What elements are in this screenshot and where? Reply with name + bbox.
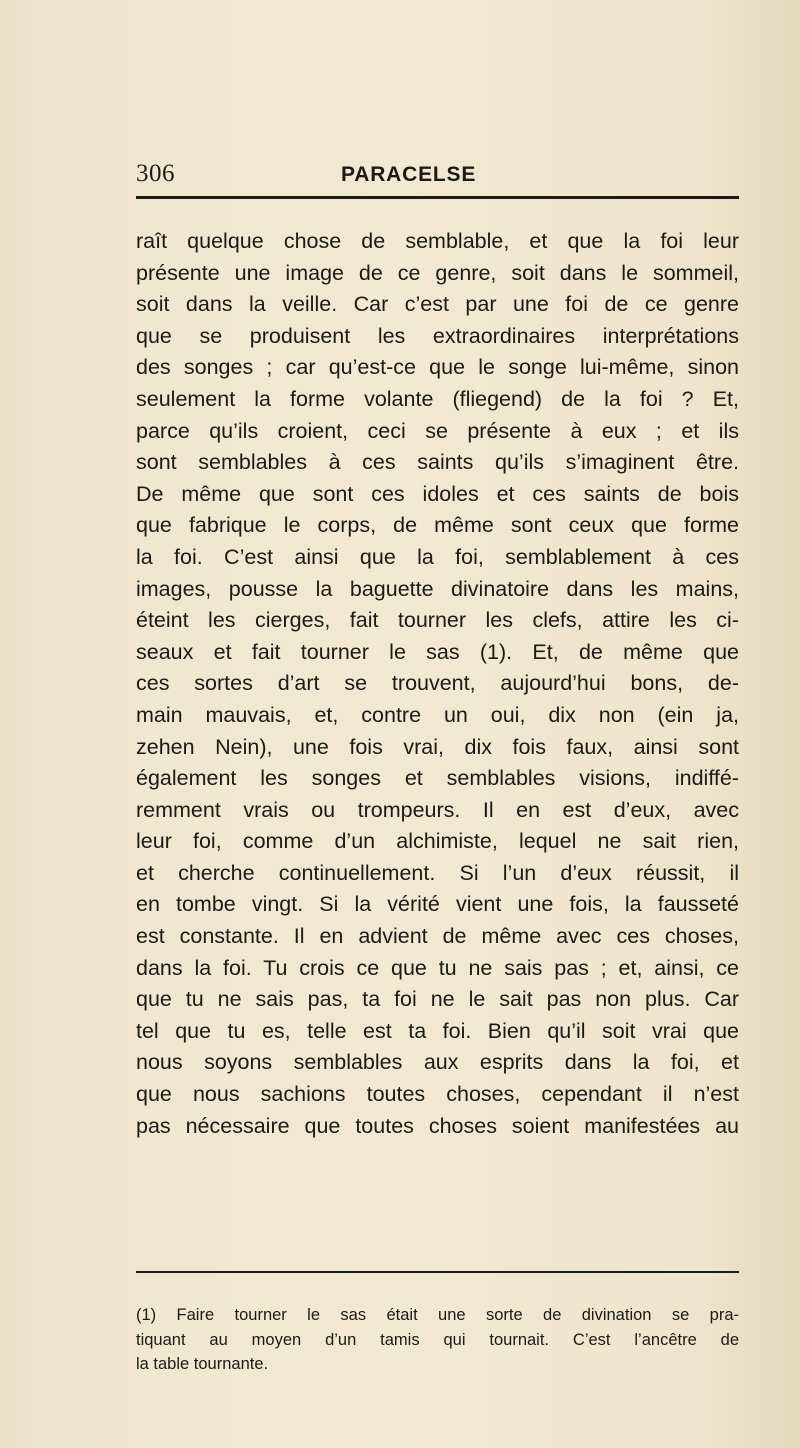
body-line: que se produisent les extraordinaires interprétations	[136, 323, 739, 348]
body-line: en tombe vingt. Si la vérité vient une fois, la fausseté	[136, 892, 739, 917]
body-line: également les songes et semblables visions, indiffé-	[136, 766, 739, 791]
body-line: des songes ; car qu’est-ce que le songe lui-même, sinon	[136, 355, 739, 380]
body-line: pas nécessaire que toutes choses soient manifestées au	[136, 1113, 739, 1138]
body-line: seaux et fait tourner le sas (1). Et, de même que	[136, 639, 739, 664]
body-line: parce qu’ils croient, ceci se présente à eux ; et ils	[136, 418, 739, 443]
body-line: dans la foi. Tu crois ce que tu ne sais pas ; et, ainsi, ce	[136, 955, 739, 980]
body-text	[136, 226, 739, 1142]
body-line: est constante. Il en advient de même avec ces choses,	[136, 924, 739, 949]
footnote	[136, 1303, 739, 1377]
body-line: que fabrique le corps, de même sont ceux que forme	[136, 513, 739, 538]
body-line: nous soyons semblables aux esprits dans la foi, et	[136, 1050, 739, 1075]
body-line: De même que sont ces idoles et ces saints de bois	[136, 481, 739, 506]
body-line: sont semblables à ces saints qu’ils s’imaginent être.	[136, 450, 739, 475]
page-header	[136, 160, 739, 192]
footnote-line: (1) Faire tourner le sas était une sorte de divination se pra-	[136, 1306, 739, 1324]
body-line: remment vrais ou trompeurs. Il en est d’eux, avec	[136, 797, 739, 822]
body-line: soit dans la veille. Car c’est par une foi de ce genre	[136, 292, 739, 317]
page-number: 306	[136, 160, 175, 187]
body-line: que nous sachions toutes choses, cependant il n’est	[136, 1082, 739, 1107]
body-line: main mauvais, et, contre un oui, dix non (ein ja,	[136, 702, 739, 727]
body-line: zehen Nein), une fois vrai, dix fois faux, ainsi sont	[136, 734, 739, 759]
footnote-rule	[136, 1271, 739, 1273]
body-line: images, pousse la baguette divinatoire dans les mains,	[136, 576, 739, 601]
body-line: seulement la forme volante (fliegend) de la foi ? Et,	[136, 386, 739, 411]
body-line: et cherche continuellement. Si l’un d’eux réussit, il	[136, 860, 739, 885]
body-line: éteint les cierges, fait tourner les clefs, attire les ci-	[136, 608, 739, 633]
body-line: la foi. C’est ainsi que la foi, semblablement à ces	[136, 544, 739, 569]
body-line: que tu ne sais pas, ta foi ne le sait pas non plus. Car	[136, 987, 739, 1012]
body-line: raît quelque chose de semblable, et que la foi leur	[136, 229, 739, 253]
body-line: présente une image de ce genre, soit dans le sommeil,	[136, 260, 739, 285]
header-rule	[136, 196, 739, 199]
footnote-line: tiquant au moyen d’un tamis qui tournait. C’est l’ancêtre de	[136, 1330, 739, 1349]
footnote-line: la table tournante.	[136, 1355, 269, 1373]
body-line: tel que tu es, telle est ta foi. Bien qu’il soit vrai que	[136, 1018, 739, 1043]
body-line: leur foi, comme d’un alchimiste, lequel ne sait rien,	[136, 829, 739, 854]
body-line: ces sortes d’art se trouvent, aujourd’hui bons, de-	[136, 671, 739, 696]
running-head: PARACELSE	[341, 163, 477, 186]
